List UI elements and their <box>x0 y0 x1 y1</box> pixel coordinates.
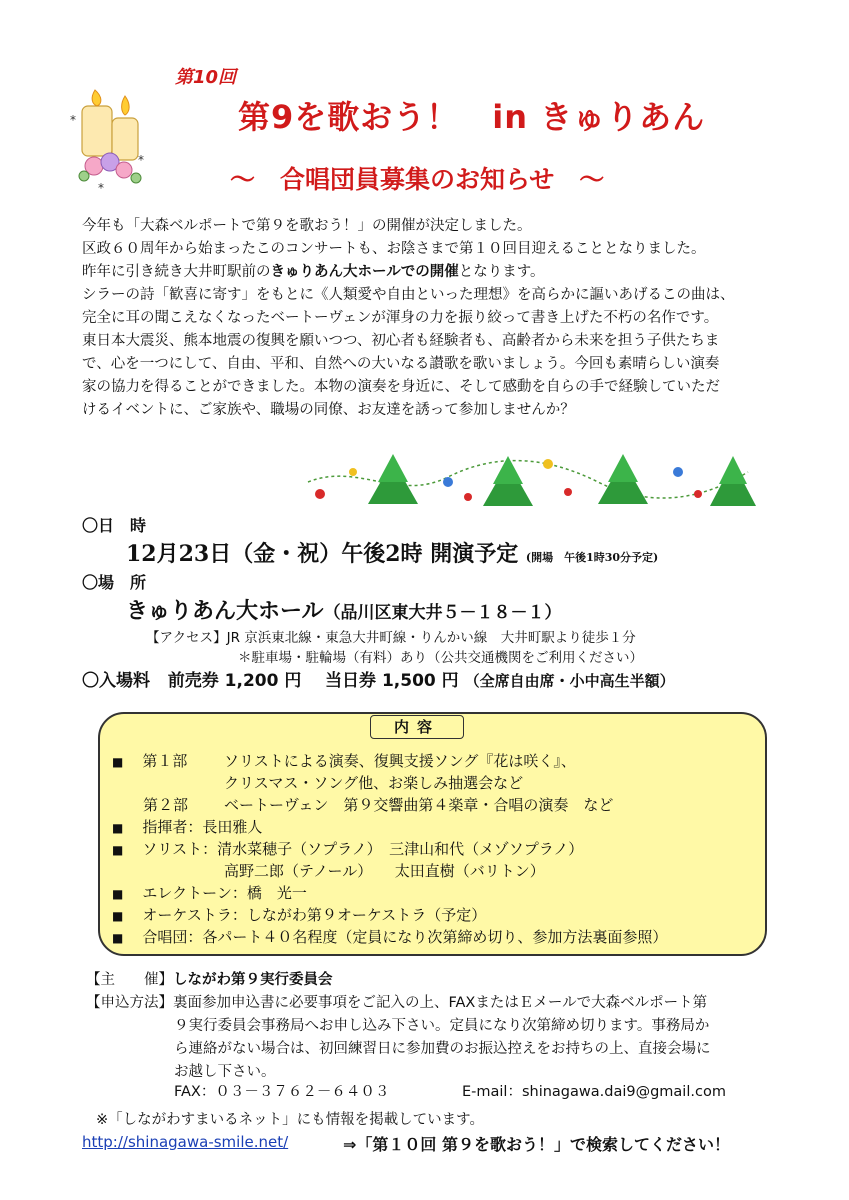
intro-line: で、心を一つにして、自由、平和、自然への大いなる讃歌を歌いましょう。今回も素晴らしい演奏 <box>82 356 720 372</box>
apply-line1: 【申込方法】裏面参加申込書に必要事項をご記入の上、FAXまたはＥメールで大森ベルポート第 <box>86 995 708 1011</box>
christmas-decoration <box>298 452 758 512</box>
event-date: 12月23日（金・祝）午後2時 開演予定 (開場 午後1時30分予定) <box>126 541 659 567</box>
info-note: ※「しながわすまいるネット」にも情報を掲載しています。 <box>96 1112 484 1128</box>
part1-line2: クリスマス・ソング他、お楽しみ抽選会など <box>224 774 524 792</box>
fee-label: 〇入場料 <box>82 671 150 691</box>
date-label: 〇日 時 <box>82 516 147 535</box>
intro-text <box>82 215 772 422</box>
apply-line3: ら連絡がない場合は、初回練習日に参加費のお振込控えをお持ちの上、直接会場に <box>174 1041 711 1057</box>
ornament-icon <box>564 488 572 496</box>
intro-line: けるイベントに、ご家族や、職場の同僚、お友達を誘って参加しませんか？ <box>82 402 575 418</box>
ornament-icon <box>315 489 325 499</box>
ornament-icon <box>349 468 357 476</box>
orchestra-row: ■ オーケストラ：しながわ第９オーケストラ（予定） <box>112 906 487 924</box>
apply-line2: ９実行委員会事務局へお申し込み下さい。定員になり次第締め切ります。事務局か <box>174 1018 710 1034</box>
bullet-icon: ■ <box>112 887 124 901</box>
candle-right <box>112 96 138 160</box>
choir-row: ■ 合唱団：各パート４０名程度（定員になり次第締め切り、参加方法裏面参照） <box>112 928 668 946</box>
fax-number: FAX：０３－３７６２－６４０３ <box>174 1084 390 1100</box>
soloist-row: ■ ソリスト：清水菜穂子（ソプラノ） 三津山和代（メゾソプラノ） <box>112 840 584 858</box>
bullet-icon: ■ <box>112 821 124 835</box>
conductor-row: ■ 指揮者：長田雅人 <box>112 818 263 836</box>
bullet-icon: ■ <box>112 843 124 857</box>
access-info: 【アクセス】JR 京浜東北線・東急大井町線・りんかい線 大井町駅より徒歩１分 <box>146 630 636 646</box>
tree-icon <box>598 454 648 504</box>
candle-left <box>82 90 112 156</box>
page-title: 第9を歌おう！ in きゅりあん <box>238 98 706 136</box>
content-box-title: 内容 <box>370 715 464 739</box>
intro-line: 区政６０周年から始まったこのコンサートも、お陰さまで第１０回目迎えることとなりました。 <box>82 241 706 257</box>
intro-line: 今年も「大森ベルポートで第９を歌おう！」の開催が決定しました。 <box>82 218 532 234</box>
ornament-icon <box>673 467 683 477</box>
tree-icon <box>710 456 756 506</box>
organizer: 【主 催】しながわ第９実行委員会 <box>86 972 333 988</box>
ornament-icon <box>694 490 702 498</box>
search-hint: ⇒「第１０回 第９を歌おう！」で検索してください！ <box>343 1135 730 1154</box>
intro-line: 昨年に引き続き大井町駅前のきゅりあん大ホールでの開催となります。 <box>82 264 545 280</box>
venue-highlight: きゅりあん大ホールでの開催 <box>270 264 459 280</box>
ornament-icon <box>443 477 453 487</box>
electone-row: ■ エレクトーン：橋 光一 <box>112 884 307 902</box>
website-link[interactable]: http://shinagawa-smile.net/ <box>82 1133 289 1151</box>
email-address: E-mail：shinagawa.dai9@gmail.com <box>462 1084 726 1100</box>
ornament-icon <box>464 493 472 501</box>
sparkle-icon: * <box>98 181 104 194</box>
intro-line: シラーの詩「歓喜に寄す」をもとに《人類愛や自由といった理想》を高らかに謳いあげるこの曲は、 <box>82 287 735 303</box>
fee-note: （全席自由席・小中高生半額） <box>464 672 675 690</box>
fee-door: 当日券 1,500 円 <box>325 671 459 691</box>
page-subtitle: ～ 合唱団員募集のお知らせ ～ <box>230 165 605 194</box>
venue-name: きゅりあん大ホール <box>126 599 324 624</box>
bullet-icon: ■ <box>112 931 124 945</box>
intro-line: 完全に耳の聞こえなくなったベートーヴェンが渾身の力を振り絞って書き上げた不朽の名作です。 <box>82 310 719 326</box>
intro-line: 家の協力を得ることができました。本物の演奏を身近に、そして感動を自らの手で経験していただ <box>82 379 720 395</box>
fee-advance: 前売券 1,200 円 <box>167 671 302 691</box>
tree-icon <box>368 454 418 504</box>
apply-line4: お越し下さい。 <box>174 1064 276 1080</box>
venue <box>126 594 562 625</box>
part2-line: ベートーヴェン 第９交響曲第４楽章・合唱の演奏 など <box>224 796 614 814</box>
intro-line: 東日本大震災、熊本地震の復興を願いつつ、初心者も経験者も、高齢者から未来を担う子供たちま <box>82 333 720 349</box>
ornament-icon <box>543 459 553 469</box>
admission-fee <box>82 666 675 691</box>
sparkle-icon: * <box>138 153 144 167</box>
soloist-line2: 高野二郎（テノール） 太田直樹（バリトン） <box>224 862 545 880</box>
bullet-icon: ■ <box>112 909 124 923</box>
program-part1: ■ 第１部 <box>112 752 188 770</box>
part1-line1: ソリストによる演奏、復興支援ソング『花は咲く』、 <box>224 752 576 770</box>
edition-label: 第10回 <box>175 67 237 88</box>
sparkle-icon: * <box>70 113 76 127</box>
venue-label: 〇場 所 <box>82 573 147 592</box>
doors-open-note: (開場 午後1時30分予定) <box>525 551 659 564</box>
candle-illustration <box>62 84 157 194</box>
parking-info: ＊駐車場・駐輪場（有料）あり（公共交通機関をご利用ください） <box>238 650 643 666</box>
bullet-icon: ■ <box>112 755 124 769</box>
program-part2-label: 第２部 <box>143 796 189 814</box>
venue-address: （品川区東大井５－１８－１） <box>323 603 562 623</box>
